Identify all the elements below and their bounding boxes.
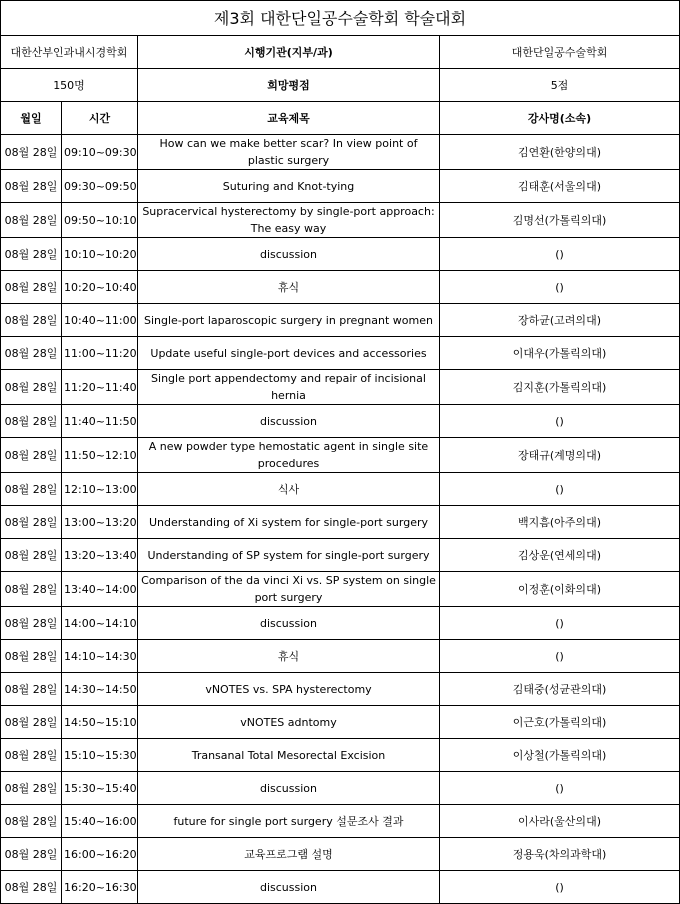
table-row [1,238,680,271]
topic-cell: discussion [138,607,440,640]
table-row [1,871,680,904]
time-cell: 11:00~11:20 [62,337,138,370]
date-cell: 08월 28일 [1,438,62,473]
topic-cell: discussion [138,772,440,805]
topic-cell: 식사 [138,473,440,506]
table-row [1,572,680,607]
time-cell: 11:20~11:40 [62,370,138,405]
speaker-cell: () [440,772,680,805]
speaker-cell: 이사라(울산의대) [440,805,680,838]
speaker-cell: 김지훈(가톨릭의대) [440,370,680,405]
page-title: 제3회 대한단일공수술학회 학술대회 [1,1,680,36]
date-cell: 08월 28일 [1,838,62,871]
organizer-header-label: 시행기관(지부/과) [244,45,333,59]
speaker-cell: 이근호(가톨릭의대) [440,706,680,739]
date-cell: 08월 28일 [1,871,62,904]
date-cell: 08월 28일 [1,739,62,772]
column-header-time: 시간 [62,102,138,135]
speaker-cell: 이상철(가톨릭의대) [440,739,680,772]
table-row [1,271,680,304]
time-cell: 09:10~09:30 [62,135,138,170]
date-cell: 08월 28일 [1,772,62,805]
table-row [1,337,680,370]
score-header: 희망평점 [138,69,440,102]
table-row [1,805,680,838]
topic-cell: Understanding of Xi system for single-port surgery [138,506,440,539]
date-cell: 08월 28일 [1,673,62,706]
society-name: 대한산부인과내시경학회 [1,36,138,69]
topic-cell: Single port appendectomy and repair of incisional hernia [138,370,440,405]
topic-cell: A new powder type hemostatic agent in single site procedures [138,438,440,473]
topic-cell: 휴식 [138,271,440,304]
date-cell: 08월 28일 [1,572,62,607]
time-cell: 16:20~16:30 [62,871,138,904]
table-row [1,438,680,473]
speaker-cell: 장태규(계명의대) [440,438,680,473]
table-row [1,772,680,805]
speaker-cell: 장하균(고려의대) [440,304,680,337]
time-cell: 11:40~11:50 [62,405,138,438]
speaker-cell: 이정훈(이화의대) [440,572,680,607]
topic-cell: discussion [138,871,440,904]
date-cell: 08월 28일 [1,271,62,304]
time-cell: 14:00~14:10 [62,607,138,640]
speaker-cell: () [440,871,680,904]
speaker-cell: 김연환(한양의대) [440,135,680,170]
time-cell: 12:10~13:00 [62,473,138,506]
table-row [1,304,680,337]
topic-cell: Single-port laparoscopic surgery in pregnant women [138,304,440,337]
speaker-cell: () [440,271,680,304]
table-row [1,706,680,739]
topic-cell: discussion [138,238,440,271]
date-cell: 08월 28일 [1,640,62,673]
column-header-topic: 교육제목 [138,102,440,135]
topic-cell: Update useful single-port devices and accessories [138,337,440,370]
table-row [1,135,680,170]
speaker-cell: () [440,238,680,271]
time-cell: 11:50~12:10 [62,438,138,473]
table-row [1,170,680,203]
topic-cell: Transanal Total Mesorectal Excision [138,739,440,772]
date-cell: 08월 28일 [1,506,62,539]
time-cell: 13:00~13:20 [62,506,138,539]
date-cell: 08월 28일 [1,135,62,170]
organizer-header [138,36,440,69]
time-cell: 10:20~10:40 [62,271,138,304]
speaker-cell: 김태중(성균관의대) [440,673,680,706]
table-row [1,506,680,539]
table-row [1,607,680,640]
speaker-cell: () [440,405,680,438]
date-cell: 08월 28일 [1,805,62,838]
time-cell: 14:30~14:50 [62,673,138,706]
table-row [1,673,680,706]
date-cell: 08월 28일 [1,405,62,438]
date-cell: 08월 28일 [1,370,62,405]
speaker-cell: 김상운(연세의대) [440,539,680,572]
time-cell: 16:00~16:20 [62,838,138,871]
attendee-count: 150명 [1,69,138,102]
date-cell: 08월 28일 [1,607,62,640]
table-row [1,539,680,572]
speaker-cell: 백지흠(아주의대) [440,506,680,539]
date-cell: 08월 28일 [1,706,62,739]
speaker-cell: () [440,640,680,673]
topic-cell: vNOTES adntomy [138,706,440,739]
time-cell: 13:20~13:40 [62,539,138,572]
date-cell: 08월 28일 [1,304,62,337]
speaker-cell: 정용욱(차의과학대) [440,838,680,871]
table-row [1,739,680,772]
speaker-cell: 이대우(가톨릭의대) [440,337,680,370]
time-cell: 15:40~16:00 [62,805,138,838]
topic-cell: Understanding of SP system for single-port surgery [138,539,440,572]
speaker-cell: () [440,607,680,640]
time-cell: 15:30~15:40 [62,772,138,805]
date-cell: 08월 28일 [1,238,62,271]
topic-cell: vNOTES vs. SPA hysterectomy [138,673,440,706]
date-cell: 08월 28일 [1,337,62,370]
time-cell: 14:10~14:30 [62,640,138,673]
score-value: 5점 [440,69,680,102]
topic-cell: Supracervical hysterectomy by single-port approach: The easy way [138,203,440,238]
table-row [1,203,680,238]
table-row [1,473,680,506]
table-row [1,370,680,405]
time-cell: 15:10~15:30 [62,739,138,772]
time-cell: 09:30~09:50 [62,170,138,203]
table-row [1,640,680,673]
time-cell: 13:40~14:00 [62,572,138,607]
organizer-value: 대한단일공수술학회 [440,36,680,69]
time-cell: 10:40~11:00 [62,304,138,337]
time-cell: 09:50~10:10 [62,203,138,238]
topic-cell: discussion [138,405,440,438]
topic-cell: 휴식 [138,640,440,673]
topic-cell: 교육프로그램 설명 [138,838,440,871]
time-cell: 10:10~10:20 [62,238,138,271]
topic-cell: future for single port surgery 설문조사 결과 [138,805,440,838]
topic-cell: Suturing and Knot-tying [138,170,440,203]
column-header-speaker: 강사명(소속) [440,102,680,135]
column-header-date: 월일 [1,102,62,135]
time-cell: 14:50~15:10 [62,706,138,739]
speaker-cell: 김태훈(서울의대) [440,170,680,203]
speaker-cell: 김명선(가톨릭의대) [440,203,680,238]
table-row [1,405,680,438]
date-cell: 08월 28일 [1,203,62,238]
date-cell: 08월 28일 [1,539,62,572]
date-cell: 08월 28일 [1,170,62,203]
date-cell: 08월 28일 [1,473,62,506]
table-row [1,838,680,871]
topic-cell: Comparison of the da vinci Xi vs. SP system on single port surgery [138,572,440,607]
speaker-cell: () [440,473,680,506]
topic-cell: How can we make better scar? In view point of plastic surgery [138,135,440,170]
